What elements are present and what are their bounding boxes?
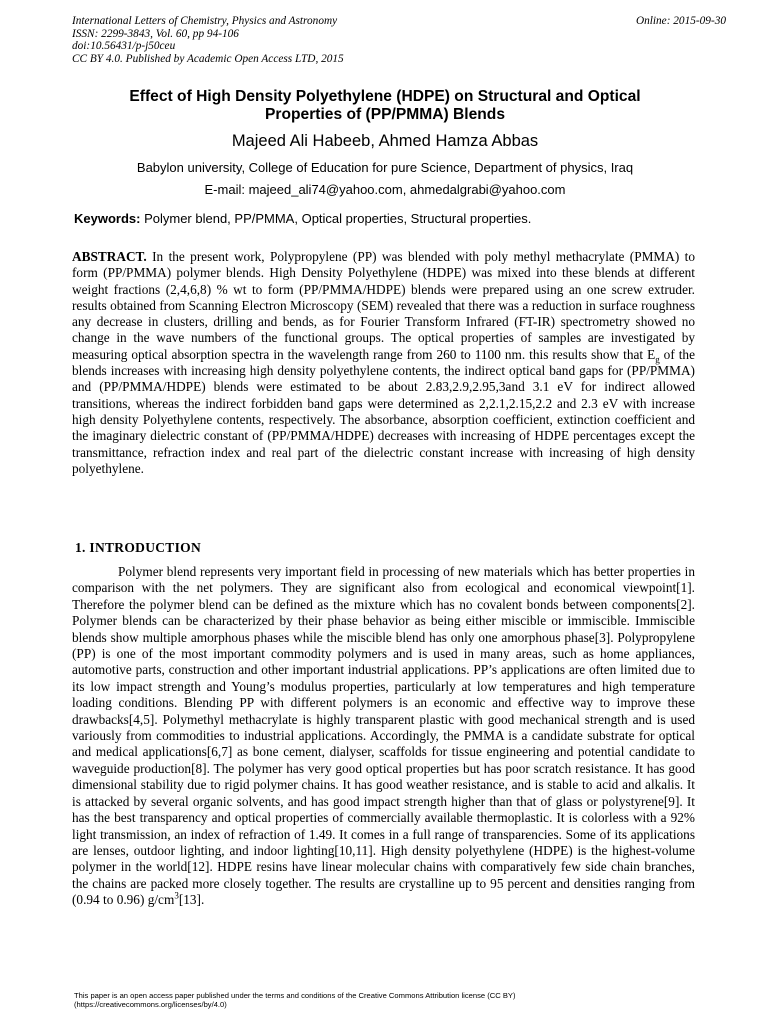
journal-header <box>72 15 726 65</box>
paper-email[interactable]: E-mail: majeed_ali74@yahoo.com, ahmedalgrabi@yahoo.com <box>204 182 566 197</box>
journal-license: CC BY 4.0. Published by Academic Open Access LTD, 2015 <box>72 52 344 65</box>
paper-keywords <box>74 211 714 226</box>
abstract-label: ABSTRACT. <box>72 249 147 264</box>
footer-license-link[interactable]: (https://creativecommons.org/licenses/by/4.0) <box>74 1000 227 1010</box>
paper-title <box>72 88 698 124</box>
license-footer <box>74 991 714 1009</box>
abstract-text-1: In the present work, Polypropylene (PP) was blended with poly methyl methacrylate (PMMA) to form (PP/PMMA) polymer blends. High Density Polyethylene (HDPE) was mixed into these blends at different weight fractions (2,4,6,8) % wt to form (PP/PMMA/HDPE) blends were prepared using an one screw extruder. results obtained from Scanning Electron Microscopy (SEM) revealed that there was a reduction in surface roughness any decrease in clusters, drilling and bends, as for Fourier Transform Infrared (FT-IR) spectrometry showed no change in the wave numbers of the functional groups. The optical properties of samples are investigated by measuring optical absorption spectra in the wavelength range from 260 to 1100 nm. this results show that E <box>72 249 695 362</box>
paper-title-line2: Properties of (PP/PMMA) Blends <box>265 106 505 123</box>
online-date: Online: 2015-09-30 <box>635 15 726 27</box>
journal-issn: ISSN: 2299-3843, Vol. 60, pp 94-106 <box>72 27 239 40</box>
paper-affiliation: Babylon university, College of Education for pure Science, Department of physics, Iraq <box>136 160 634 175</box>
journal-name: International Letters of Chemistry, Physics and Astronomy <box>72 15 338 27</box>
intro-text-1: Polymer blend represents very important field in processing of new materials which has better properties in comparison with the net polymers. They are significant also from ecological and economical viewpoint[1]. Therefore the polymer blend can be defined as the mixture which has no covalent bonds between components[2]. Polymer blends can be characterized by their phase behavior as being either miscible or immiscible. Immiscible blends show multiple amorphous phases while the miscible blend has only one amorphous phase[3]. Polypropylene (PP) is one of the most important commodity polymers and is used in many areas, such as home appliances, automotive parts, construction and other important industrial applications. PP’s applications are often limited due to its low impact strength and Young’s modulus properties, particularly at low temperatures and high temperature loading conditions. Blending PP with different polymers is an economic and effective way to improve these drawbacks[4,5]. Polymethyl methacrylate is highly transparent plastic with good mechanical strength and is used variously from commodities to industrial applications. Accordingly, the PMMA is a candidate substrate for optical and medical applications[6,7] as bone cement, dialyser, scaffolds for tissue engineering and potential candidate to waveguide production[8]. The polymer has very good optical properties but has poor scratch resistance. It has good dimensional stability due to rigid polymer chains. It has good weather resistance, and is stable to acid and alkalis. It is attacked by several organic solvents, and has good impact strength higher than that of glass or polystyrene[9]. It has the best transparency and optical properties of commercially available thermoplastic. It is colorless with a 92% light transmission, an index of refraction of 1.49. It comes in a full range of transparencies. Some of its applications are lenses, outdoor lighting, and indoor lighting[10,11]. High density polyethylene (HDPE) is the highest-volume polymer in the world[12]. HDPE resins have linear molecular chains with comparatively few side chain branches, the chains are packed more closely together. The results are crystalline up to 95 percent and densities ranging from (0.94 to 0.96) g/cm <box>72 564 695 908</box>
footer-line1: This paper is an open access paper published under the terms and conditions of the Creative Commons Attribution license (CC BY) <box>74 991 516 1000</box>
section-heading-introduction: 1. INTRODUCTION <box>75 540 202 555</box>
abstract-paragraph <box>72 249 695 477</box>
paper-title-line1: Effect of High Density Polyethylene (HDPE) on Structural and Optical <box>129 88 641 105</box>
keywords-text: Polymer blend, PP/PMMA, Optical properties, Structural properties. <box>140 211 532 226</box>
journal-doi[interactable]: doi:10.56431/p-j50ceu <box>72 40 176 53</box>
paper-authors: Majeed Ali Habeeb, Ahmed Hamza Abbas <box>231 132 539 150</box>
abstract-subscript: g <box>655 354 660 365</box>
introduction-paragraph <box>72 564 695 909</box>
keywords-label: Keywords: <box>74 211 141 226</box>
intro-text-2: [13]. <box>178 892 205 908</box>
abstract-text-2: of the blends increases with increasing high density polyethylene contents, the indirect optical band gaps for (PP/PMMA) and (PP/PMMA/HDPE) blends were estimated to be about 2.83,2.9,2.95,3and 3.1 eV for indirect allowed transitions, whereas the indirect forbidden band gaps were determined as 2,2.1,2.15,2.2 and 2.3 eV with increase high density Polyethylene contents, respectively. The absorbance, absorption coefficient, extinction coefficient and the imaginary dielectric constant of (PP/PMMA/HDPE) decreases with increasing of HDPE percentages except the transmittance, refraction index and real part of the dielectric constant increase with increasing of high density polyethylene. <box>72 346 695 476</box>
intro-superscript: 3 <box>174 890 179 901</box>
